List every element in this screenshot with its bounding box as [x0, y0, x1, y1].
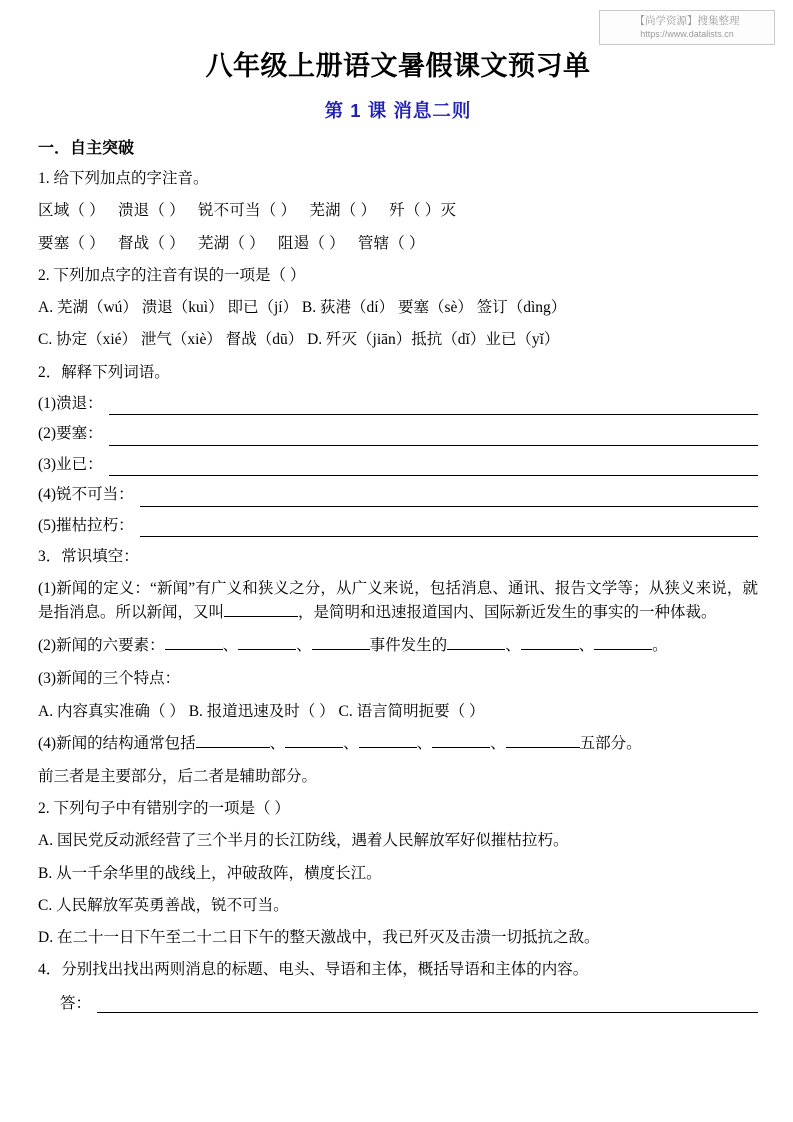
- question-5-option-c[interactable]: C. 人民解放军英勇善战，锐不可当。: [38, 896, 289, 914]
- q4-4-sep-2: 、: [343, 734, 359, 752]
- question-4-item-1: [38, 577, 758, 625]
- question-3-item-3: [38, 454, 758, 476]
- q1-item-1-word: 区域: [38, 202, 70, 220]
- q1-item-1-blank[interactable]: （ ）: [69, 202, 105, 220]
- q4-4-sep-1: 、: [269, 734, 286, 752]
- q4-4-blank-1[interactable]: [196, 732, 270, 748]
- question-5-option-a[interactable]: A. 国民党反动派经营了三个半月的长江防线，遇着人民解放军好似摧枯拉朽。: [38, 832, 569, 850]
- q1-item-4-blank[interactable]: （ ）: [340, 202, 377, 220]
- q4-2-blank-6[interactable]: [594, 635, 652, 651]
- question-3-item-1: [38, 393, 758, 415]
- q4-2-blank-3[interactable]: [312, 635, 370, 651]
- q1-item-7-word: 督战: [117, 234, 150, 252]
- q4-4-suffix: 五部分。: [579, 734, 642, 752]
- q1-item-10-blank[interactable]: （ ）: [389, 234, 425, 252]
- q4-1-blank[interactable]: [224, 602, 298, 618]
- q1-item-2-word: 溃退: [117, 202, 150, 220]
- question-3-item-2: [38, 423, 758, 445]
- q1-item-3-blank[interactable]: （ ）: [260, 202, 297, 220]
- section-heading-1: 一．自主突破: [38, 140, 135, 157]
- question-2-options-line-1[interactable]: A. 芜湖（wú） 溃退（kuì） 即已（jí） B. 荻港（dí） 要塞（sè） 签订（dìng）: [38, 299, 567, 316]
- question-4-item-3-stem: (3)新闻的三个特点：: [38, 670, 181, 688]
- q4-2-sep-2: 、: [296, 637, 312, 655]
- q1-item-5-blank[interactable]: （ ）灭: [404, 202, 457, 220]
- q4-4-blank-5[interactable]: [506, 732, 580, 748]
- q1-item-8-blank[interactable]: （ ）: [229, 234, 265, 252]
- q3-item-2-label: (2)要塞：: [38, 425, 103, 443]
- q4-2-sep-4: 、: [578, 637, 595, 655]
- q1-item-7-blank[interactable]: （ ）: [149, 234, 185, 252]
- q4-2-sep-1: 、: [222, 637, 239, 655]
- q1-item-4-word: 芜湖: [309, 202, 341, 220]
- q4-2-mid-text: 事件发生的: [369, 637, 448, 655]
- q1-item-6-word: 要塞: [38, 234, 70, 252]
- q3-item-5-label: (5)摧枯拉朽：: [38, 516, 134, 534]
- question-6-answer-row: [38, 991, 758, 1013]
- q3-item-1-label: (1)溃退：: [38, 394, 103, 412]
- q4-2-blank-4[interactable]: [447, 635, 505, 651]
- q1-item-9-word: 阻遏: [277, 234, 310, 252]
- question-1-row-2: [38, 232, 758, 255]
- question-4-item-4: [38, 732, 758, 756]
- q4-4-prefix: (4)新闻的结构通常包括: [38, 734, 196, 752]
- q4-2-sep-3: 、: [505, 637, 521, 655]
- q3-item-1-answer-line[interactable]: [109, 400, 758, 415]
- watermark: [599, 10, 775, 45]
- q4-2-suffix: 。: [652, 637, 668, 655]
- q1-item-3-word: 锐不可当: [197, 202, 261, 220]
- question-1-stem: 1. 给下列加点的字注音。: [38, 170, 209, 187]
- question-5-option-d[interactable]: D. 在二十一日下午至二十二日下午的整天激战中，我已歼灭及击溃一切抵抗之敌。: [38, 929, 600, 947]
- q1-item-2-blank[interactable]: （ ）: [149, 202, 185, 220]
- question-2-options-line-2[interactable]: C. 协定（xié） 泄气（xiè） 督战（dū） D. 歼灭（jiān）抵抗（dǐ）业已（yǐ）: [38, 331, 560, 349]
- question-3-item-5: [38, 515, 758, 537]
- q4-4-sep-3: 、: [416, 734, 433, 752]
- question-5-option-b[interactable]: B. 从一千余华里的战线上，冲破敌阵，横度长江。: [38, 864, 382, 882]
- watermark-line1: 【尚学资源】搜集整理: [634, 15, 740, 27]
- q3-item-3-answer-line[interactable]: [109, 461, 758, 476]
- question-6-stem: 4．分别找出找出两则消息的标题、电头、导语和主体，概括导语和主体的内容。: [38, 961, 589, 979]
- q4-4-sep-4: 、: [490, 734, 506, 752]
- q1-item-8-word: 芜湖: [197, 234, 230, 252]
- q4-4-blank-4[interactable]: [432, 732, 490, 748]
- question-1-row-1: [38, 199, 758, 222]
- q3-item-4-answer-line[interactable]: [140, 492, 758, 507]
- page-title: 八年级上册语文暑假课文预习单: [205, 51, 591, 81]
- watermark-line2: https://www.datalists.cn: [640, 29, 734, 40]
- answer-label: 答：: [60, 994, 92, 1012]
- question-4-item-4-note: 前三者是主要部分，后二者是辅助部分。: [38, 767, 318, 785]
- q3-item-2-answer-line[interactable]: [109, 431, 758, 446]
- q4-2-blank-2[interactable]: [238, 635, 296, 651]
- q3-item-4-label: (4)锐不可当：: [38, 486, 134, 504]
- document-content: [38, 44, 758, 1013]
- q4-4-blank-3[interactable]: [359, 732, 417, 748]
- question-4-item-3-options[interactable]: A. 内容真实准确（ ） B. 报道迅速及时（ ） C. 语言简明扼要（ ）: [38, 702, 485, 720]
- question-5-stem: 2. 下列句子中有错别字的一项是（ ）: [38, 800, 290, 818]
- q4-1-text-part-1: (1)新闻的定义：“新闻”有广义和狭义之分，从广义来说，包括消息、通讯、报告文学等；从狭义来说，就是指消息。所以新闻，又叫: [38, 580, 758, 622]
- answer-line[interactable]: [97, 998, 758, 1013]
- q1-item-10-word: 管辖: [357, 234, 390, 252]
- q1-item-5-word: 歼: [389, 202, 405, 220]
- q4-1-text-part-2: ，是简明和迅速报道国内、国际新近发生的事实的一种体裁。: [298, 604, 717, 622]
- question-4-heading: 3．常识填空：: [38, 548, 139, 566]
- q1-item-6-blank[interactable]: （ ）: [69, 234, 105, 252]
- q3-item-5-answer-line[interactable]: [140, 522, 758, 537]
- q4-4-blank-2[interactable]: [285, 732, 343, 748]
- question-3-item-4: [38, 484, 758, 506]
- question-2-stem: 2. 下列加点字的注音有误的一项是（ ）: [38, 266, 306, 284]
- lesson-title: 第 1 课 消息二则: [324, 100, 472, 121]
- question-3-heading: 2．解释下列词语。: [38, 363, 170, 381]
- q3-item-3-label: (3)业已：: [38, 455, 103, 473]
- q4-2-blank-1[interactable]: [165, 635, 223, 651]
- question-4-item-2: [38, 634, 758, 658]
- q1-item-9-blank[interactable]: （ ）: [309, 234, 345, 252]
- q4-2-blank-5[interactable]: [521, 635, 579, 651]
- q4-2-prefix: (2)新闻的六要素：: [38, 637, 165, 655]
